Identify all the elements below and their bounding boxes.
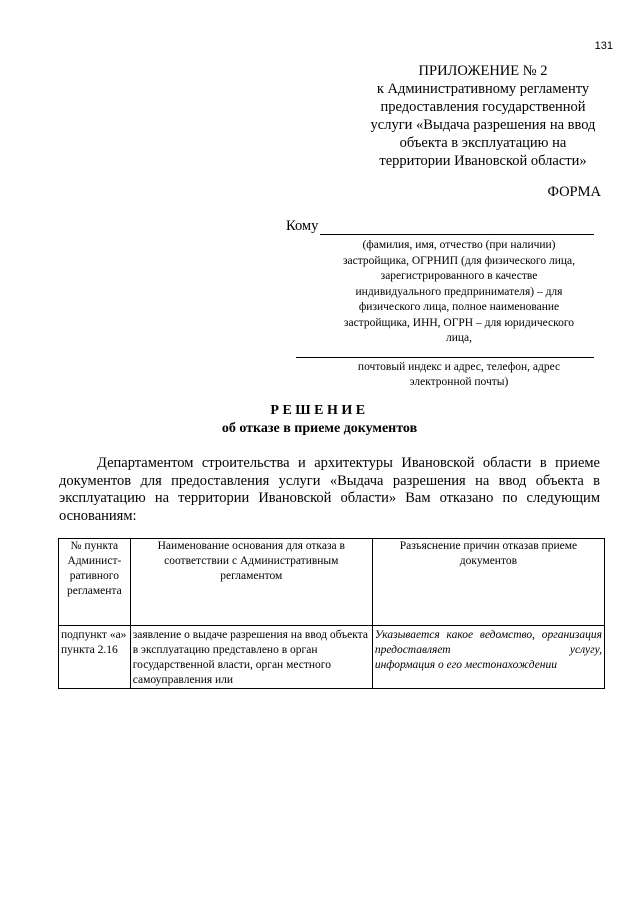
recipient-label: Кому [286,218,319,234]
recipient-hint-line: лица, [445,332,473,344]
header-point: № пункта Админист-ративного регламента [59,539,131,626]
recipient-hint-line: индивидуального предпринимателя) – для [355,285,563,298]
appendix-line: ПРИЛОЖЕНИЕ № 2 [418,63,548,79]
recipient-fill-line [320,220,594,235]
appendix-line: предоставления государственной [380,99,586,115]
recipient-hint-line: зарегистрированного в качестве [380,270,538,282]
decision-subtitle: об отказе в приеме документов [221,421,418,436]
recipient-hint [324,238,594,347]
table-header-row [59,539,605,626]
header-reason: Наименование основания для отказа в соответствии с Административным регламентом [130,539,372,626]
appendix-header [352,62,614,170]
address-hint [324,360,594,391]
cell-point: подпункт «а» пункта 2.16 [59,626,131,689]
body-paragraph: Департаментом строительства и архитектуры Ивановской области в приеме документов для предоставления услуги «Выдача разрешения на ввод объекта в эксплуатацию на территории Ивановской области» Вам отказано по следующим основаниям: [59,455,600,524]
table-row [59,626,605,689]
recipient-hint-line: (фамилия, имя, отчество (при наличии) [362,239,556,251]
cell-explanation-last: информация о его местонахождении [374,659,558,671]
cell-reason: заявление о выдаче разрешения на ввод объекта в эксплуатацию представлено в орган государственной власти, орган местного самоуправления или [130,626,372,689]
recipient-block [286,218,606,391]
appendix-line: услуги «Выдача разрешения на ввод [370,117,596,133]
appendix-line: территории Ивановской области» [379,153,587,169]
appendix-line: к Административному регламенту [376,81,590,97]
recipient-row [286,218,606,235]
recipient-hint-line: застройщика, ИНН, ОГРН – для юридического [343,316,575,329]
address-fill-line [296,357,594,358]
appendix-line: объекта в эксплуатацию на [399,135,567,151]
decision-title: РЕШЕНИЕ [270,403,369,418]
page-number: 131 [594,40,613,52]
recipient-hint-line: физического лица, полное наименование [358,301,560,313]
form-label: ФОРМА [547,184,601,200]
header-explanation: Разъяснение причин отказав приеме документов [372,539,604,626]
cell-explanation [372,626,604,689]
recipient-hint-line: застройщика, ОГРНИП (для физического лица, [343,254,575,267]
address-hint-line: электронной почты) [409,376,509,388]
cell-explanation-text: Указывается какое ведомство, организация предоставляет услугу, [374,629,602,656]
address-hint-line: почтовый индекс и адрес, телефон, адрес [357,360,561,373]
refusal-reasons-table [58,538,605,689]
